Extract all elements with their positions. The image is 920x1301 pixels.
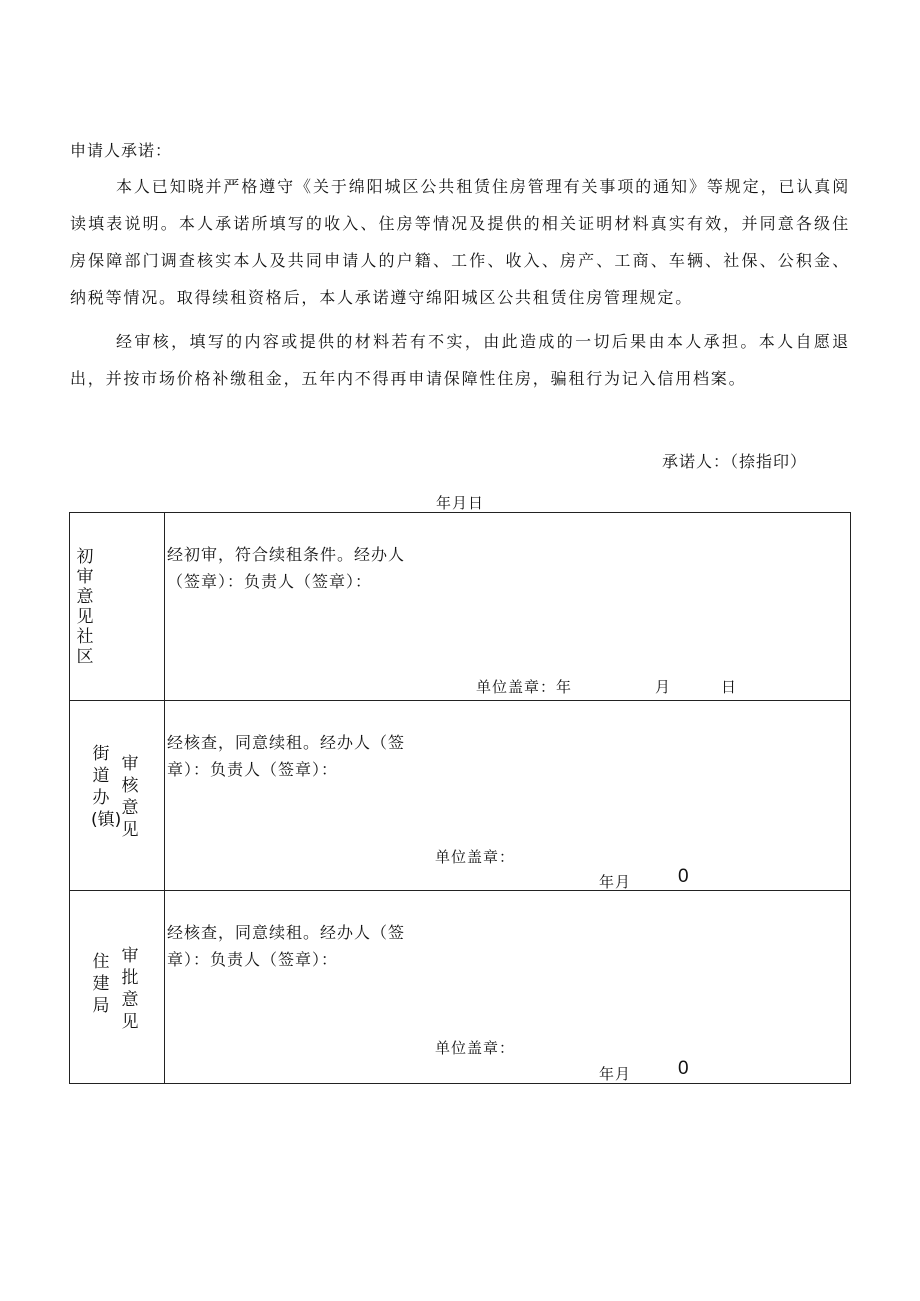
bureau-label-cell [70, 891, 165, 1083]
bureau-content-cell [165, 891, 850, 1083]
bureau-day-value: 0 [678, 1058, 689, 1079]
community-opinion: 经初审，符合续租条件。经办人（签章）：负责人（签章）： [167, 545, 406, 591]
promisor-signature: 承诺人：（捺指印） [662, 452, 808, 471]
street-review-row [70, 701, 850, 891]
community-seal: 单位盖章：年 [476, 678, 573, 696]
bureau-year-month: 年月 [599, 1065, 632, 1083]
community-label-cell [70, 513, 165, 700]
commitment-paragraph-1: 本人已知晓并严格遵守《关于绵阳城区公共租赁住房管理有关事项的通知》等规定，已认真阅读填表说明。本人承诺所填写的收入、住房等情况及提供的相关证明材料真实有效，并同意各级住房保障部门调查核实本人及共同申请人的户籍、工作、收入、房产、工商、车辆、社保、公积金、纳税等情况。取得续租资格后，本人承诺遵守绵阳城区公共租赁住房管理规定。 [70, 177, 850, 307]
street-label-cell [70, 701, 165, 890]
street-year-month: 年月 [599, 873, 632, 891]
street-label-a: 街道办(镇) [91, 744, 122, 830]
street-seal: 单位盖章： [435, 848, 516, 866]
bureau-label-a: 住建局 [92, 952, 110, 1016]
street-day-value: 0 [678, 866, 689, 887]
bureau-seal: 单位盖章： [435, 1039, 516, 1057]
bureau-label-b: 审批意见 [121, 946, 139, 1032]
community-review-row [70, 513, 850, 701]
street-opinion: 经核查，同意续租。经办人（签章）：负责人（签章）： [167, 733, 406, 779]
bureau-review-row [70, 891, 850, 1083]
community-month: 月 [655, 678, 672, 696]
review-table [69, 512, 851, 1084]
community-content-cell [165, 513, 850, 700]
community-label: 初审意见社区 [76, 547, 94, 667]
bureau-opinion: 经核查，同意续租。经办人（签章）：负责人（签章）： [167, 923, 406, 969]
street-label-b: 审核意见 [121, 754, 139, 840]
commitment-date: 年月日 [436, 494, 485, 512]
commitment-heading: 申请人承诺： [70, 141, 173, 160]
community-day: 日 [721, 678, 738, 696]
commitment-paragraph-2: 经审核，填写的内容或提供的材料若有不实，由此造成的一切后果由本人承担。本人自愿退出，并按市场价格补缴租金，五年内不得再申请保障性住房，骗租行为记入信用档案。 [70, 332, 850, 388]
street-content-cell [165, 701, 850, 890]
